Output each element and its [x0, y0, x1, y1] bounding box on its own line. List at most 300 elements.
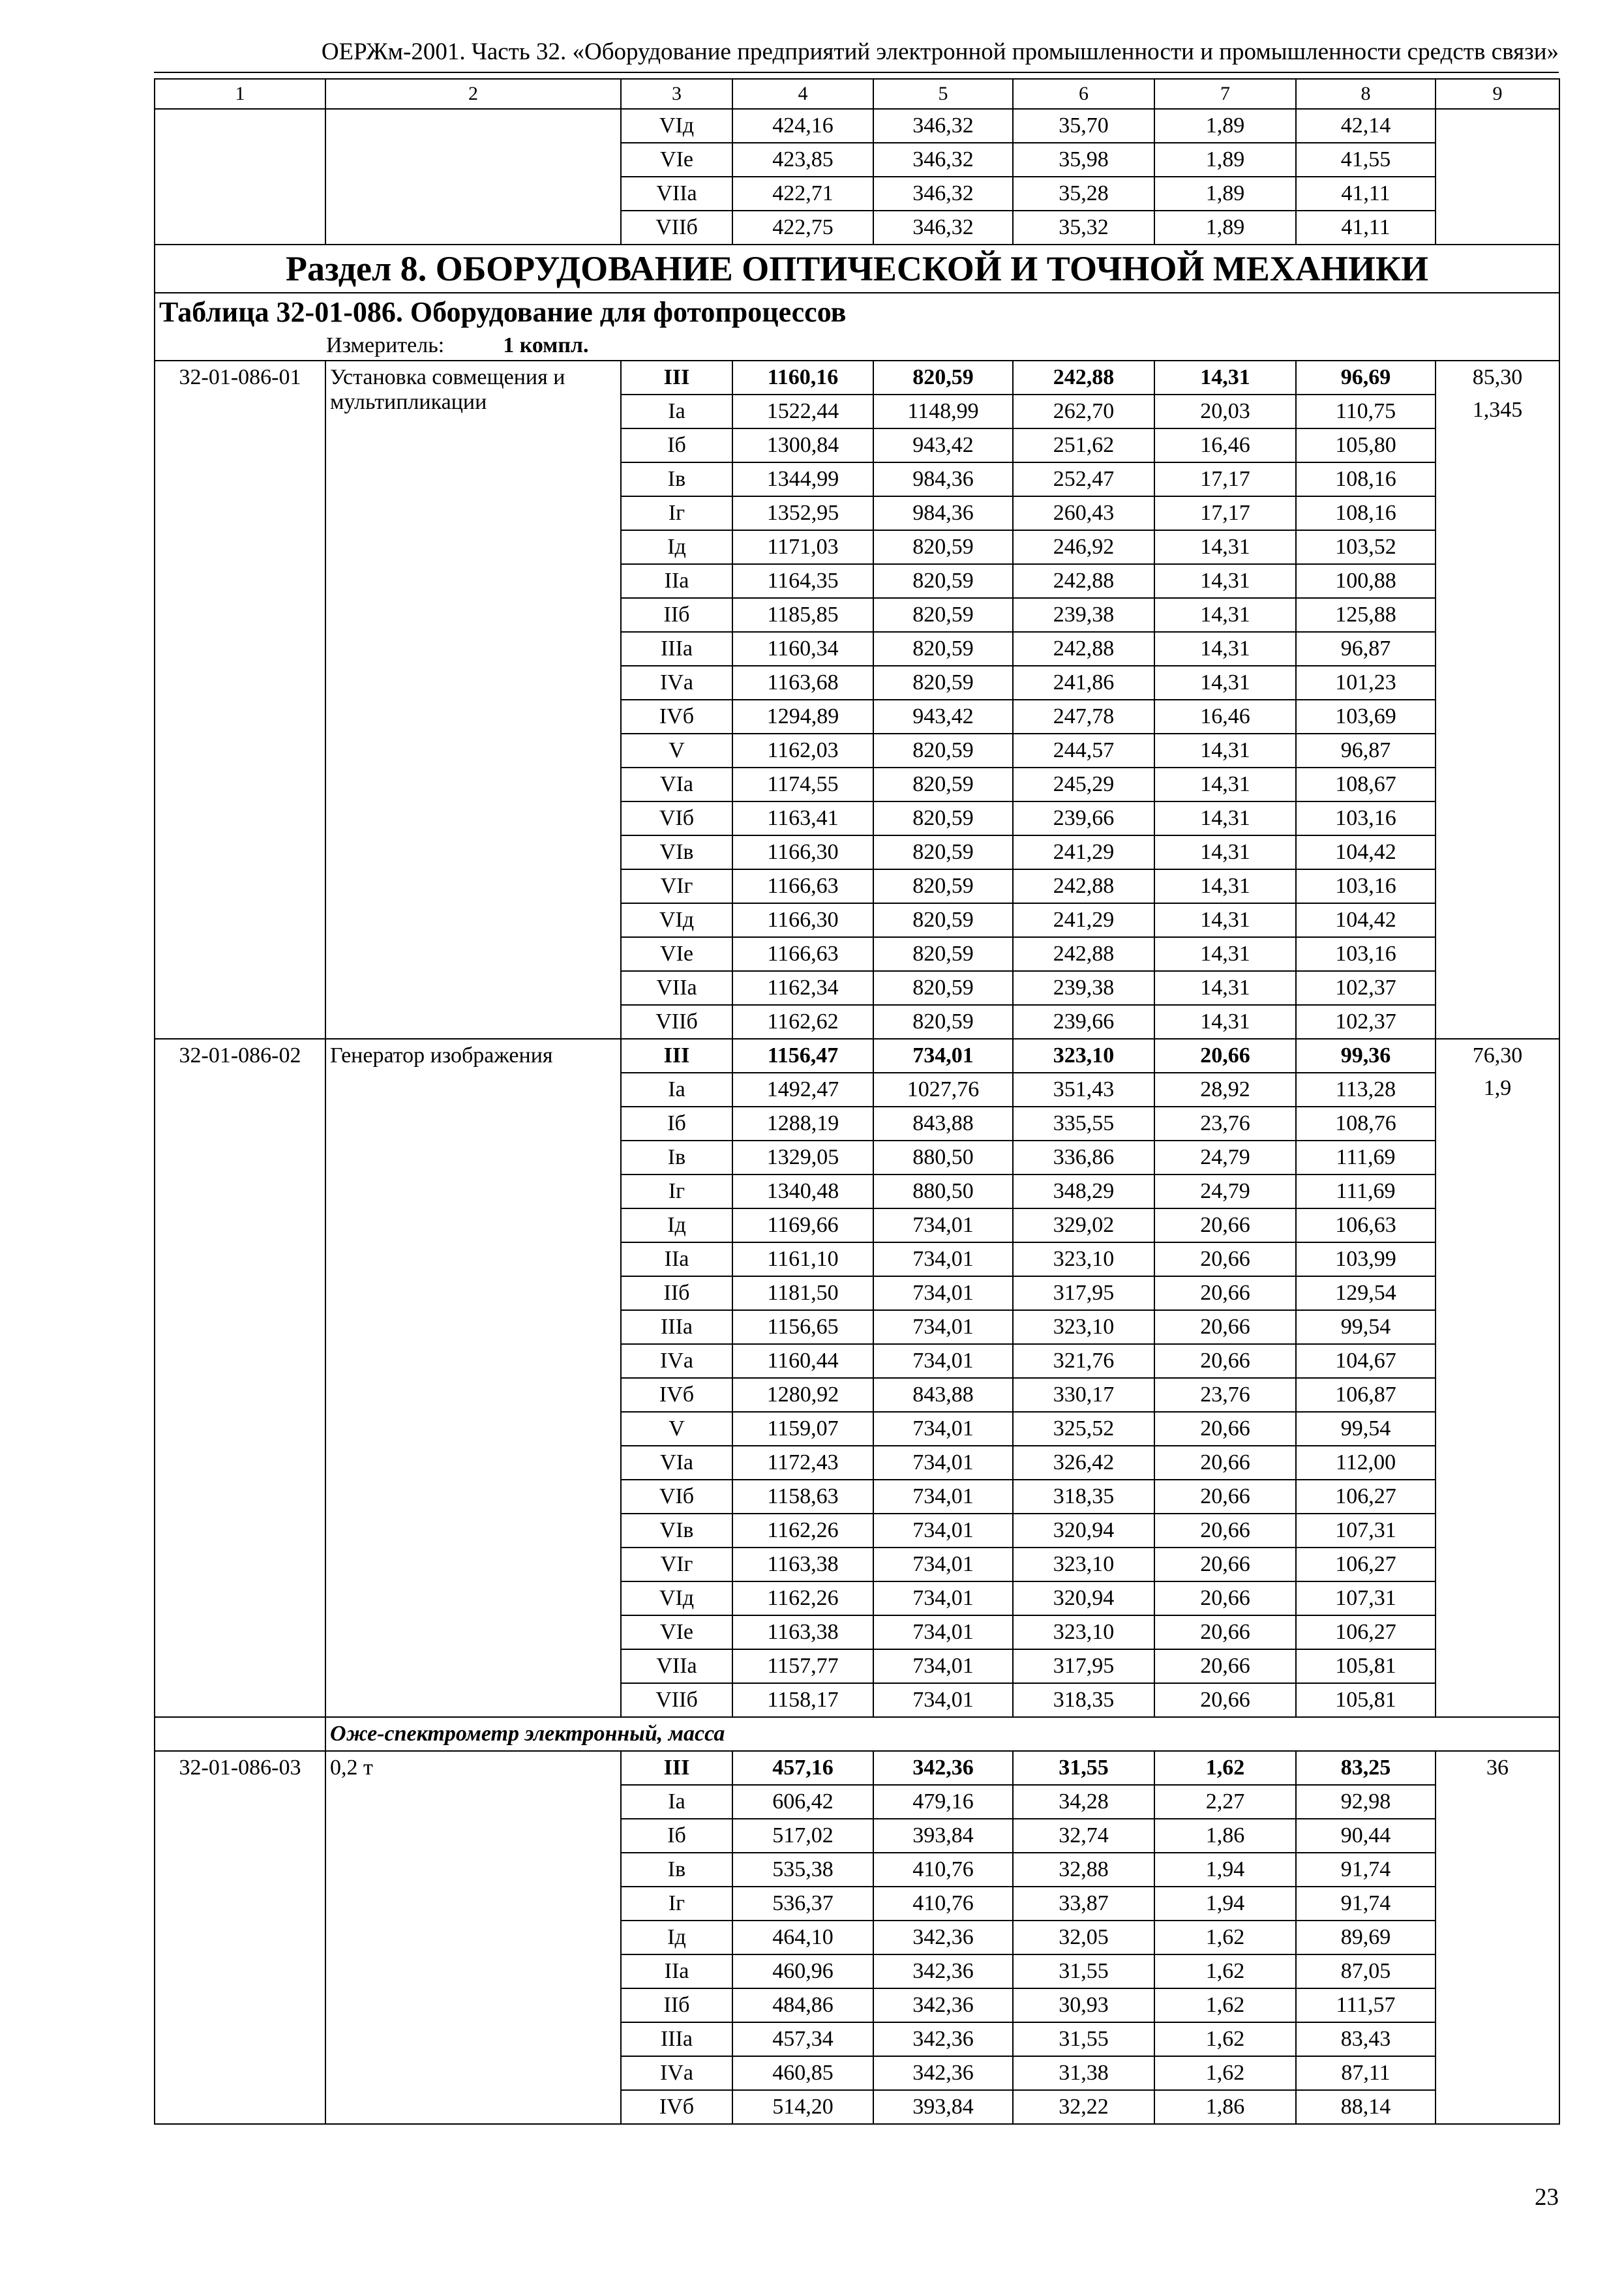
materials-cell: 110,75	[1296, 395, 1436, 428]
machines-cell: 321,76	[1013, 1344, 1154, 1378]
wages-cell: 820,59	[873, 937, 1013, 971]
machinist-wages-cell: 14,31	[1154, 835, 1296, 869]
machines-cell: 351,43	[1013, 1073, 1154, 1107]
materials-cell: 103,52	[1296, 530, 1436, 564]
materials-cell: 90,44	[1296, 1819, 1436, 1853]
wages-cell: 346,32	[873, 109, 1013, 143]
materials-cell: 41,11	[1296, 211, 1436, 245]
wages-cell: 1027,76	[873, 1073, 1013, 1107]
total-cost-cell: 1163,38	[732, 1615, 873, 1649]
wages-cell: 734,01	[873, 1276, 1013, 1310]
machines-cell: 242,88	[1013, 937, 1154, 971]
total-cost-cell: 1166,63	[732, 869, 873, 903]
machinist-wages-cell: 14,31	[1154, 937, 1296, 971]
machinist-wages-cell: 1,89	[1154, 177, 1296, 211]
total-cost-cell: 606,42	[732, 1785, 873, 1819]
equipment-cost: 85,30	[1472, 365, 1523, 389]
materials-cell: 111,57	[1296, 1988, 1436, 2022]
machinist-wages-cell: 17,17	[1154, 462, 1296, 496]
materials-cell: 104,42	[1296, 903, 1436, 937]
wages-cell: 734,01	[873, 1548, 1013, 1581]
equipment-mass: 1,345	[1472, 398, 1523, 422]
price-zone-cell: VIа	[621, 1446, 732, 1480]
materials-cell: 102,37	[1296, 1005, 1436, 1039]
machines-cell: 329,02	[1013, 1208, 1154, 1242]
materials-cell: 102,37	[1296, 971, 1436, 1005]
column-number: 8	[1296, 79, 1436, 109]
machinist-wages-cell: 14,31	[1154, 869, 1296, 903]
materials-cell: 88,14	[1296, 2090, 1436, 2124]
wages-cell: 734,01	[873, 1649, 1013, 1683]
price-zone-cell: Iд	[621, 530, 732, 564]
total-cost-cell: 1161,10	[732, 1242, 873, 1276]
total-cost-cell: 1329,05	[732, 1141, 873, 1174]
machines-cell: 239,66	[1013, 801, 1154, 835]
total-cost-cell: 1340,48	[732, 1174, 873, 1208]
subtitle-code-cell	[155, 1717, 325, 1751]
total-cost-cell: 1164,35	[732, 564, 873, 598]
machinist-wages-cell: 20,66	[1154, 1683, 1296, 1717]
total-cost-cell: 1163,38	[732, 1548, 873, 1581]
machines-cell: 31,38	[1013, 2056, 1154, 2090]
table-row	[155, 1039, 1559, 1073]
wages-cell: 820,59	[873, 530, 1013, 564]
machinist-wages-cell: 20,66	[1154, 1548, 1296, 1581]
price-zone-cell: VIг	[621, 869, 732, 903]
materials-cell: 103,99	[1296, 1242, 1436, 1276]
machinist-wages-cell: 20,66	[1154, 1412, 1296, 1446]
price-zone-cell: Iг	[621, 1174, 732, 1208]
column-number: 3	[621, 79, 732, 109]
materials-cell: 104,67	[1296, 1344, 1436, 1378]
price-zone-cell: IIб	[621, 1988, 732, 2022]
materials-cell: 106,63	[1296, 1208, 1436, 1242]
wages-cell: 393,84	[873, 2090, 1013, 2124]
wages-cell: 410,76	[873, 1887, 1013, 1921]
machinist-wages-cell: 16,46	[1154, 428, 1296, 462]
machinist-wages-cell: 1,62	[1154, 2056, 1296, 2090]
machines-cell: 335,55	[1013, 1107, 1154, 1141]
wages-cell: 984,36	[873, 496, 1013, 530]
table-title: Таблица 32-01-086. Оборудование для фотопроцессов	[155, 293, 1559, 331]
machines-cell: 323,10	[1013, 1615, 1154, 1649]
materials-cell: 103,16	[1296, 869, 1436, 903]
total-cost-cell: 457,16	[732, 1751, 873, 1785]
materials-cell: 89,69	[1296, 1921, 1436, 1954]
machinist-wages-cell: 20,66	[1154, 1514, 1296, 1548]
price-zone-cell: VIIб	[621, 1683, 732, 1717]
machines-cell: 330,17	[1013, 1378, 1154, 1412]
machines-cell: 323,10	[1013, 1242, 1154, 1276]
price-zone-cell: Iв	[621, 462, 732, 496]
materials-cell: 107,31	[1296, 1514, 1436, 1548]
machines-cell: 247,78	[1013, 700, 1154, 734]
machinist-wages-cell: 28,92	[1154, 1073, 1296, 1107]
wages-cell: 342,36	[873, 2056, 1013, 2090]
table-row	[155, 1751, 1559, 1785]
machines-cell: 32,74	[1013, 1819, 1154, 1853]
price-zone-cell: VIв	[621, 1514, 732, 1548]
machines-cell: 318,35	[1013, 1480, 1154, 1514]
machines-cell: 317,95	[1013, 1649, 1154, 1683]
total-cost-cell: 1162,26	[732, 1581, 873, 1615]
machinist-wages-cell: 1,86	[1154, 1819, 1296, 1853]
total-cost-cell: 535,38	[732, 1853, 873, 1887]
item-name: 0,2 т	[325, 1751, 621, 2124]
price-zone-cell: VIIа	[621, 1649, 732, 1683]
section-row	[155, 245, 1559, 293]
machinist-wages-cell: 16,46	[1154, 700, 1296, 734]
materials-cell: 42,14	[1296, 109, 1436, 143]
wages-cell: 346,32	[873, 211, 1013, 245]
machinist-wages-cell: 14,31	[1154, 768, 1296, 801]
wages-cell: 734,01	[873, 1446, 1013, 1480]
wages-cell: 734,01	[873, 1480, 1013, 1514]
materials-cell: 106,27	[1296, 1480, 1436, 1514]
rates-table	[154, 78, 1560, 2125]
wages-cell: 943,42	[873, 700, 1013, 734]
wages-cell: 734,01	[873, 1683, 1013, 1717]
total-cost-cell: 1157,77	[732, 1649, 873, 1683]
wages-cell: 820,59	[873, 734, 1013, 768]
wages-cell: 1148,99	[873, 395, 1013, 428]
total-cost-cell: 536,37	[732, 1887, 873, 1921]
materials-cell: 108,76	[1296, 1107, 1436, 1141]
materials-cell: 91,74	[1296, 1887, 1436, 1921]
machinist-wages-cell: 1,86	[1154, 2090, 1296, 2124]
wages-cell: 820,59	[873, 768, 1013, 801]
price-zone-cell: VIб	[621, 801, 732, 835]
wages-cell: 479,16	[873, 1785, 1013, 1819]
wages-cell: 734,01	[873, 1039, 1013, 1073]
item-code: 32-01-086-01	[155, 361, 325, 1039]
machines-cell: 35,28	[1013, 177, 1154, 211]
page-header: ОЕРЖм-2001. Часть 32. «Оборудование предприятий электронной промышленности и промышленности средств связи»	[321, 38, 1559, 65]
price-zone-cell: IIа	[621, 564, 732, 598]
wages-cell: 342,36	[873, 2022, 1013, 2056]
materials-cell: 99,36	[1296, 1039, 1436, 1073]
materials-cell: 106,87	[1296, 1378, 1436, 1412]
wages-cell: 843,88	[873, 1107, 1013, 1141]
machines-cell: 262,70	[1013, 395, 1154, 428]
equipment-mass: 1,9	[1483, 1076, 1512, 1100]
machinist-wages-cell: 14,31	[1154, 734, 1296, 768]
extra-cell	[1436, 361, 1559, 1039]
wages-cell: 880,50	[873, 1174, 1013, 1208]
wages-cell: 410,76	[873, 1853, 1013, 1887]
extra-cell	[1436, 1751, 1559, 2124]
column-number: 9	[1436, 79, 1559, 109]
machines-cell: 326,42	[1013, 1446, 1154, 1480]
wages-cell: 984,36	[873, 462, 1013, 496]
materials-cell: 92,98	[1296, 1785, 1436, 1819]
price-zone-cell: IVб	[621, 700, 732, 734]
machines-cell: 323,10	[1013, 1548, 1154, 1581]
total-cost-cell: 460,85	[732, 2056, 873, 2090]
machines-cell: 242,88	[1013, 564, 1154, 598]
price-zone-cell: IIа	[621, 1242, 732, 1276]
machinist-wages-cell: 1,89	[1154, 109, 1296, 143]
machinist-wages-cell: 2,27	[1154, 1785, 1296, 1819]
price-zone-cell: IIIа	[621, 1310, 732, 1344]
column-number: 5	[873, 79, 1013, 109]
wages-cell: 820,59	[873, 1005, 1013, 1039]
wages-cell: 734,01	[873, 1344, 1013, 1378]
price-zone-cell: Iа	[621, 395, 732, 428]
machines-cell: 323,10	[1013, 1310, 1154, 1344]
machines-cell: 252,47	[1013, 462, 1154, 496]
wages-cell: 346,32	[873, 177, 1013, 211]
total-cost-cell: 1163,41	[732, 801, 873, 835]
wages-cell: 820,59	[873, 666, 1013, 700]
total-cost-cell: 1166,30	[732, 903, 873, 937]
total-cost-cell: 1162,34	[732, 971, 873, 1005]
total-cost-cell: 1344,99	[732, 462, 873, 496]
machinist-wages-cell: 20,66	[1154, 1344, 1296, 1378]
price-zone-cell: IVа	[621, 1344, 732, 1378]
materials-cell: 107,31	[1296, 1581, 1436, 1615]
machinist-wages-cell: 20,66	[1154, 1242, 1296, 1276]
total-cost-cell: 1169,66	[732, 1208, 873, 1242]
machinist-wages-cell: 14,31	[1154, 666, 1296, 700]
machines-cell: 244,57	[1013, 734, 1154, 768]
machines-cell: 260,43	[1013, 496, 1154, 530]
materials-cell: 106,27	[1296, 1615, 1436, 1649]
materials-cell: 91,74	[1296, 1853, 1436, 1887]
total-cost-cell: 464,10	[732, 1921, 873, 1954]
column-number: 2	[325, 79, 621, 109]
price-zone-cell: IIIа	[621, 2022, 732, 2056]
wages-cell: 820,59	[873, 869, 1013, 903]
total-cost-cell: 1300,84	[732, 428, 873, 462]
total-cost-cell: 484,86	[732, 1988, 873, 2022]
wages-cell: 820,59	[873, 598, 1013, 632]
machinist-wages-cell: 1,62	[1154, 2022, 1296, 2056]
measure-row	[155, 331, 1559, 361]
total-cost-cell: 1162,03	[732, 734, 873, 768]
total-cost-cell: 1166,30	[732, 835, 873, 869]
total-cost-cell: 1160,16	[732, 361, 873, 395]
price-zone-cell: VIб	[621, 1480, 732, 1514]
total-cost-cell: 1172,43	[732, 1446, 873, 1480]
materials-cell: 100,88	[1296, 564, 1436, 598]
price-zone-cell: IVб	[621, 1378, 732, 1412]
item-name: Генератор изображения	[325, 1039, 621, 1717]
machines-cell: 239,38	[1013, 971, 1154, 1005]
item-code: 32-01-086-02	[155, 1039, 325, 1717]
total-cost-cell: 460,96	[732, 1954, 873, 1988]
machinist-wages-cell: 14,31	[1154, 564, 1296, 598]
price-zone-cell: Iд	[621, 1921, 732, 1954]
price-zone-cell: III	[621, 1751, 732, 1785]
name-cell	[325, 109, 621, 245]
machines-cell: 32,88	[1013, 1853, 1154, 1887]
machines-cell: 31,55	[1013, 2022, 1154, 2056]
total-cost-cell: 1162,62	[732, 1005, 873, 1039]
price-zone-cell: IIIа	[621, 632, 732, 666]
machines-cell: 35,70	[1013, 109, 1154, 143]
materials-cell: 106,27	[1296, 1548, 1436, 1581]
total-cost-cell: 514,20	[732, 2090, 873, 2124]
machinist-wages-cell: 20,66	[1154, 1276, 1296, 1310]
materials-cell: 83,25	[1296, 1751, 1436, 1785]
machinist-wages-cell: 1,62	[1154, 1751, 1296, 1785]
materials-cell: 99,54	[1296, 1310, 1436, 1344]
machines-cell: 32,05	[1013, 1921, 1154, 1954]
materials-cell: 125,88	[1296, 598, 1436, 632]
machinist-wages-cell: 20,66	[1154, 1310, 1296, 1344]
machinist-wages-cell: 14,31	[1154, 903, 1296, 937]
total-cost-cell: 1156,47	[732, 1039, 873, 1073]
extra-cell	[1436, 109, 1559, 245]
price-zone-cell: Iб	[621, 1819, 732, 1853]
machines-cell: 318,35	[1013, 1683, 1154, 1717]
price-zone-cell: VIIб	[621, 211, 732, 245]
wages-cell: 820,59	[873, 361, 1013, 395]
materials-cell: 101,23	[1296, 666, 1436, 700]
wages-cell: 880,50	[873, 1141, 1013, 1174]
machinist-wages-cell: 20,66	[1154, 1649, 1296, 1683]
materials-cell: 41,11	[1296, 177, 1436, 211]
machines-cell: 317,95	[1013, 1276, 1154, 1310]
wages-cell: 342,36	[873, 1954, 1013, 1988]
price-zone-cell: VIд	[621, 903, 732, 937]
machinist-wages-cell: 1,62	[1154, 1921, 1296, 1954]
code-cell	[155, 109, 325, 245]
equipment-cost: 36	[1486, 1756, 1509, 1780]
header-rule	[154, 72, 1559, 73]
materials-cell: 111,69	[1296, 1174, 1436, 1208]
total-cost-cell: 1158,63	[732, 1480, 873, 1514]
materials-cell: 96,87	[1296, 632, 1436, 666]
price-zone-cell: IVб	[621, 2090, 732, 2124]
machinist-wages-cell: 14,31	[1154, 361, 1296, 395]
wages-cell: 943,42	[873, 428, 1013, 462]
table-title-row	[155, 293, 1559, 331]
machines-cell: 323,10	[1013, 1039, 1154, 1073]
page-number: 23	[1535, 2184, 1559, 2211]
total-cost-cell: 422,75	[732, 211, 873, 245]
materials-cell: 96,69	[1296, 361, 1436, 395]
machines-cell: 241,86	[1013, 666, 1154, 700]
machinist-wages-cell: 14,31	[1154, 1005, 1296, 1039]
materials-cell: 41,55	[1296, 143, 1436, 177]
materials-cell: 113,28	[1296, 1073, 1436, 1107]
materials-cell: 105,81	[1296, 1649, 1436, 1683]
machinist-wages-cell: 20,66	[1154, 1581, 1296, 1615]
total-cost-cell: 1159,07	[732, 1412, 873, 1446]
total-cost-cell: 1288,19	[732, 1107, 873, 1141]
machines-cell: 31,55	[1013, 1954, 1154, 1988]
materials-cell: 108,16	[1296, 462, 1436, 496]
materials-cell: 112,00	[1296, 1446, 1436, 1480]
machines-cell: 35,32	[1013, 211, 1154, 245]
total-cost-cell: 1174,55	[732, 768, 873, 801]
price-zone-cell: VIе	[621, 1615, 732, 1649]
price-zone-cell: Iг	[621, 496, 732, 530]
machines-cell: 245,29	[1013, 768, 1154, 801]
total-cost-cell: 1171,03	[732, 530, 873, 564]
total-cost-cell: 1160,34	[732, 632, 873, 666]
price-zone-cell: III	[621, 361, 732, 395]
total-cost-cell: 1163,68	[732, 666, 873, 700]
item-subtitle: Оже-спектрометр электронный, масса	[325, 1717, 1559, 1751]
item-name: Установка совмещения и мультипликации	[325, 361, 621, 1039]
machines-cell: 34,28	[1013, 1785, 1154, 1819]
price-zone-cell: VIIа	[621, 177, 732, 211]
price-zone-cell: V	[621, 1412, 732, 1446]
wages-cell: 820,59	[873, 971, 1013, 1005]
wages-cell: 734,01	[873, 1412, 1013, 1446]
price-zone-cell: V	[621, 734, 732, 768]
wages-cell: 342,36	[873, 1921, 1013, 1954]
machines-cell: 239,66	[1013, 1005, 1154, 1039]
machines-cell: 320,94	[1013, 1581, 1154, 1615]
materials-cell: 108,16	[1296, 496, 1436, 530]
price-zone-cell: VIIа	[621, 971, 732, 1005]
wages-cell: 820,59	[873, 835, 1013, 869]
price-zone-cell: VIе	[621, 143, 732, 177]
machinist-wages-cell: 14,31	[1154, 598, 1296, 632]
machinist-wages-cell: 20,66	[1154, 1039, 1296, 1073]
machines-cell: 30,93	[1013, 1988, 1154, 2022]
extra-cell	[1436, 1039, 1559, 1717]
wages-cell: 820,59	[873, 903, 1013, 937]
wages-cell: 820,59	[873, 801, 1013, 835]
machinist-wages-cell: 14,31	[1154, 971, 1296, 1005]
materials-cell: 99,54	[1296, 1412, 1436, 1446]
machines-cell: 241,29	[1013, 903, 1154, 937]
total-cost-cell: 1162,26	[732, 1514, 873, 1548]
price-zone-cell: Iв	[621, 1141, 732, 1174]
machinist-wages-cell: 20,66	[1154, 1480, 1296, 1514]
total-cost-cell: 422,71	[732, 177, 873, 211]
price-zone-cell: Iб	[621, 428, 732, 462]
machinist-wages-cell: 1,89	[1154, 211, 1296, 245]
machines-cell: 251,62	[1013, 428, 1154, 462]
measure-value: 1 компл.	[503, 333, 589, 357]
total-cost-cell: 457,34	[732, 2022, 873, 2056]
machinist-wages-cell: 23,76	[1154, 1378, 1296, 1412]
price-zone-cell: Iа	[621, 1785, 732, 1819]
column-number: 6	[1013, 79, 1154, 109]
item-code: 32-01-086-03	[155, 1751, 325, 2124]
price-zone-cell: III	[621, 1039, 732, 1073]
machines-cell: 242,88	[1013, 869, 1154, 903]
column-number-row	[155, 79, 1559, 109]
materials-cell: 103,16	[1296, 801, 1436, 835]
materials-cell: 87,11	[1296, 2056, 1436, 2090]
materials-cell: 103,69	[1296, 700, 1436, 734]
machinist-wages-cell: 24,79	[1154, 1174, 1296, 1208]
materials-cell: 129,54	[1296, 1276, 1436, 1310]
total-cost-cell: 424,16	[732, 109, 873, 143]
total-cost-cell: 1294,89	[732, 700, 873, 734]
total-cost-cell: 1280,92	[732, 1378, 873, 1412]
price-zone-cell: IIб	[621, 598, 732, 632]
continued-row	[155, 109, 1559, 143]
machinist-wages-cell: 1,62	[1154, 1954, 1296, 1988]
materials-cell: 83,43	[1296, 2022, 1436, 2056]
machinist-wages-cell: 14,31	[1154, 632, 1296, 666]
machinist-wages-cell: 1,89	[1154, 143, 1296, 177]
price-zone-cell: IVа	[621, 2056, 732, 2090]
materials-cell: 96,87	[1296, 734, 1436, 768]
total-cost-cell: 1156,65	[732, 1310, 873, 1344]
total-cost-cell: 1158,17	[732, 1683, 873, 1717]
machines-cell: 246,92	[1013, 530, 1154, 564]
materials-cell: 105,81	[1296, 1683, 1436, 1717]
